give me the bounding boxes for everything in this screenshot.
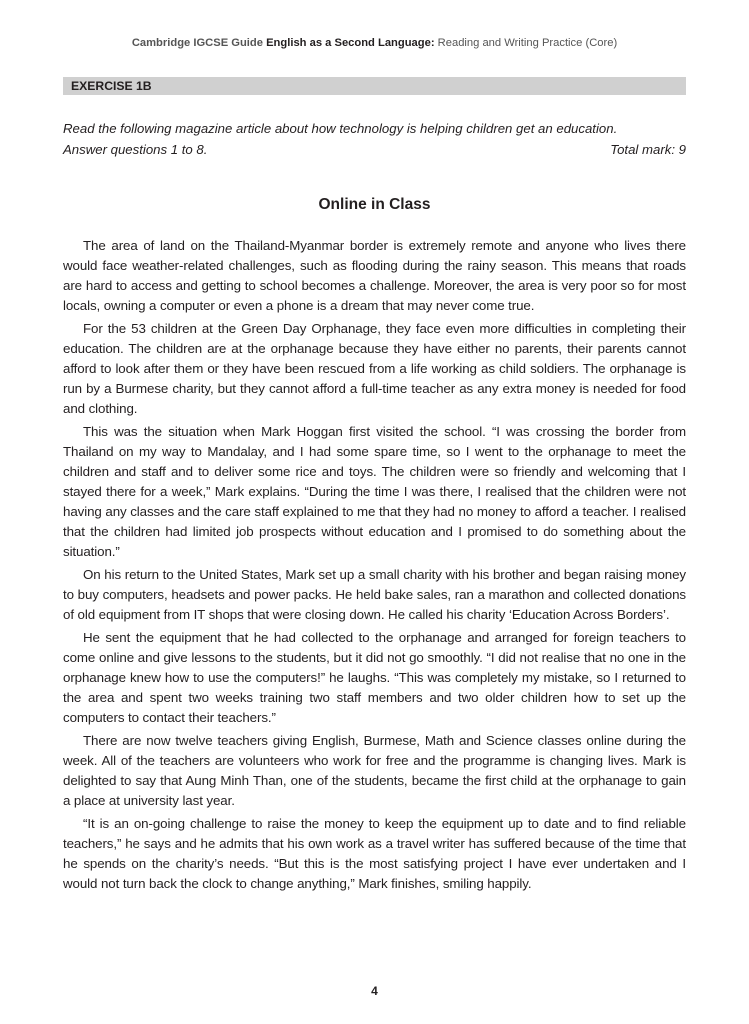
article-paragraph: There are now twelve teachers giving English, Burmese, Math and Science classes online during the week. All of the teachers are volunteers who work for free and the programme is changing lives. Mark is delighted to say that Aung Minh Than, one of the students, became the first child at the orphanage to gain a place at university last year.	[63, 733, 686, 808]
header-series: Cambridge IGCSE Guide	[131, 37, 263, 49]
instructions-line-2: Answer questions 1 to 8.	[63, 142, 208, 157]
instructions-row-2	[63, 139, 686, 160]
running-header	[0, 37, 749, 49]
article-paragraph: On his return to the United States, Mark set up a small charity with his brother and began raising money to buy computers, headsets and power packs. He held bake sales, ran a marathon and collected donations of old equipment from IT shops that were closing down. He called his charity ‘Education Across Borders’.	[63, 567, 686, 622]
header-subtitle: Reading and Writing Practice (Core)	[437, 37, 618, 49]
page-number: 4	[371, 984, 378, 998]
article-paragraph: The area of land on the Thailand-Myanmar border is extremely remote and anyone who lives there would face weather-related challenges, such as flooding during the rainy season. This means that roads are hard to access and getting to school becomes a challenge. Moreover, the area is very poor so for most locals, owning a computer or even a phone is a dream that may never come true.	[63, 238, 686, 313]
article-paragraph: He sent the equipment that he had collected to the orphanage and arranged for foreign teachers to come online and give lessons to the students, but it did not go smoothly. “I did not realise that no one in the orphanage knew how to use the computers!” he laughs. “This was completely my mistake, so I returned to the area and spent two weeks training two staff members and two older children how to set up the computers to contact their teachers.”	[63, 630, 686, 725]
total-mark: Total mark: 9	[610, 142, 686, 157]
instructions	[63, 118, 686, 160]
article-paragraph: For the 53 children at the Green Day Orphanage, they face even more difficulties in completing their education. The children are at the orphanage because they have either no parents, their parents cannot afford to look after them or they have been rescued from a life working as child soldiers. The orphanage is run by a Burmese charity, but they cannot afford a full-time teacher as any extra money is needed for food and clothing.	[63, 321, 686, 416]
exercise-heading-bar	[63, 77, 686, 95]
instructions-line-1: Read the following magazine article about how technology is helping children get an education.	[63, 121, 618, 136]
article-body	[63, 236, 686, 898]
header-subject: English as a Second Language:	[266, 37, 435, 49]
exercise-label: EXERCISE 1B	[71, 79, 152, 93]
article-paragraph: “It is an on-going challenge to raise the money to keep the equipment up to date and to find reliable teachers,” he says and he admits that his own work as a travel writer has suffered because of the time that he spends on the charity’s needs. “But this is the most satisfying project I have ever undertaken and I would not turn back the clock to change anything,” Mark finishes, smiling happily.	[63, 816, 686, 892]
article-paragraph: This was the situation when Mark Hoggan first visited the school. “I was crossing the border from Thailand on my way to Mandalay, and I had some spare time, so I went to the orphanage to meet the children and staff and to deliver some rice and toys. The children were so friendly and welcoming that I stayed there for a week,” Mark explains. “During the time I was there, I realised that the children were not having any classes and the care staff explained to me that they had no money to afford a teacher. I realised that the children had limited job prospects without education and I promised to do something about the situation.”	[63, 424, 686, 559]
article-title: Online in Class	[318, 196, 431, 213]
